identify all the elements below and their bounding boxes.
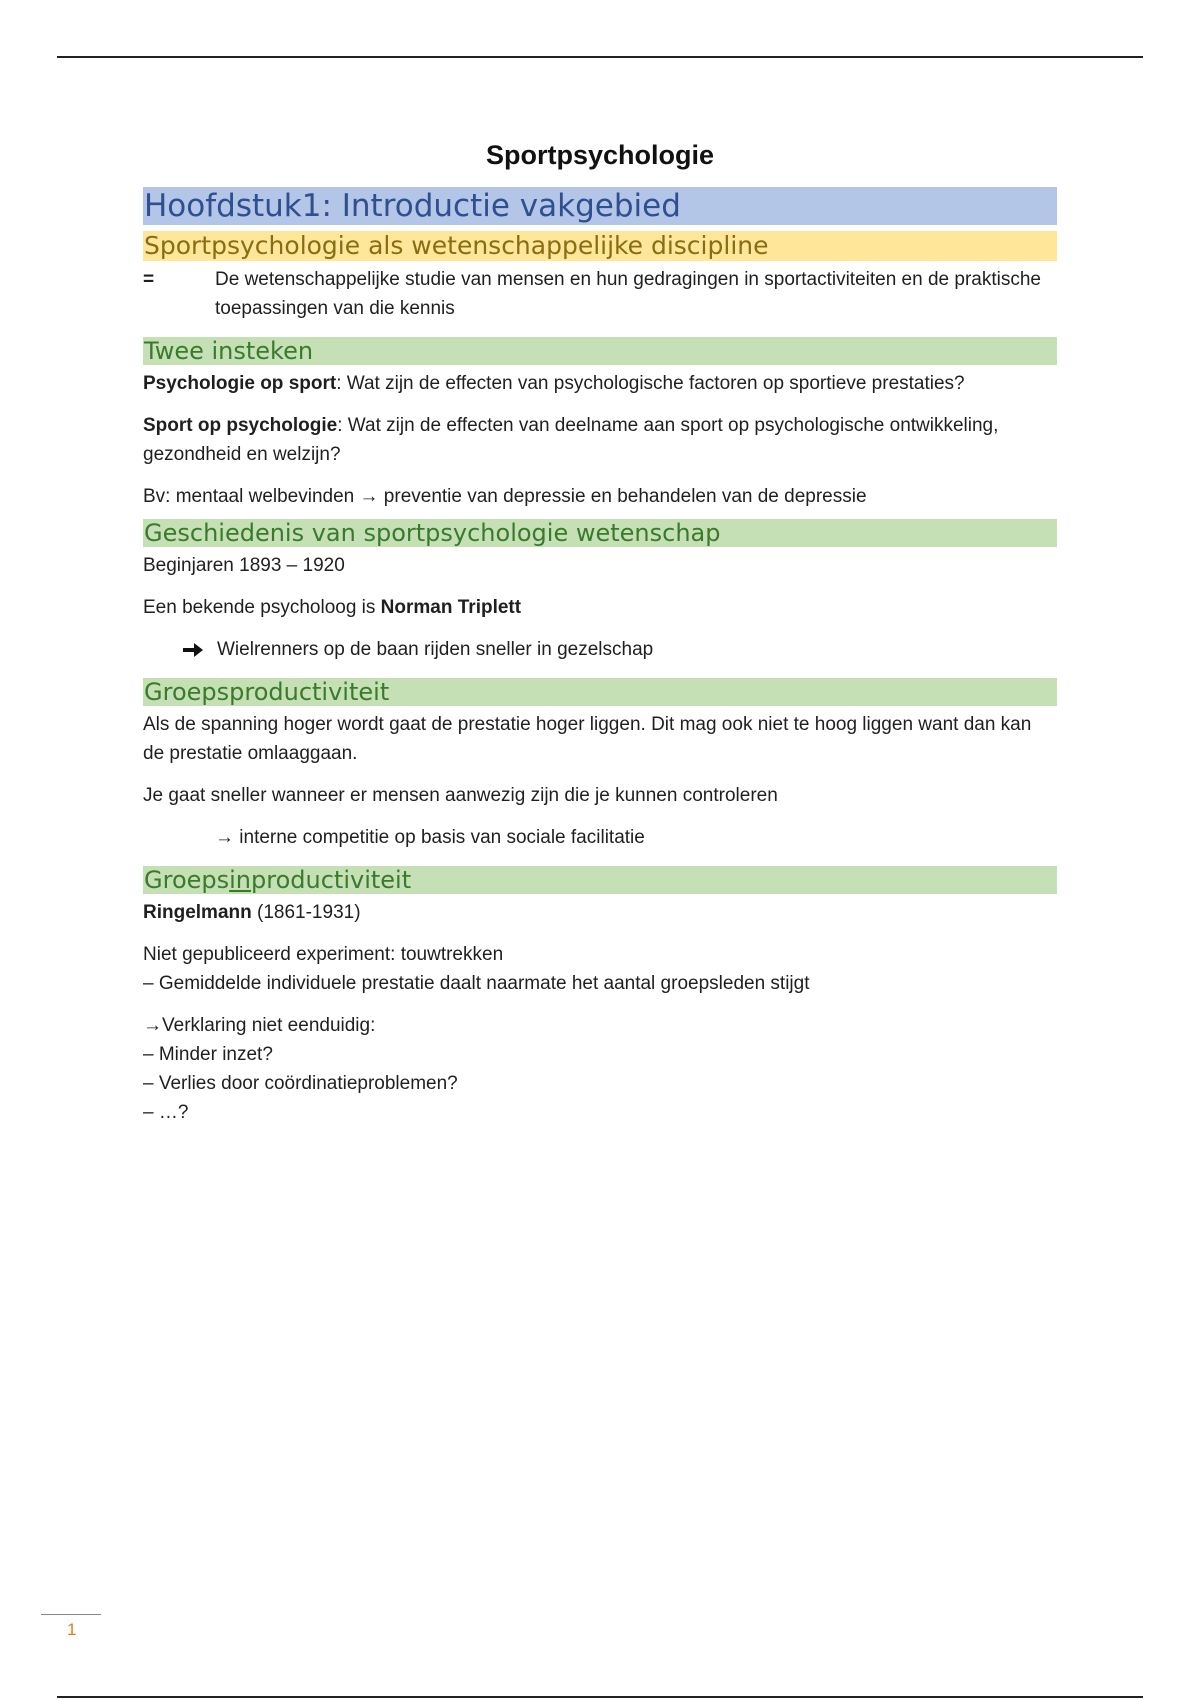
section-heading-groepsinproductiviteit bbox=[143, 866, 1057, 894]
page-number: 1 bbox=[67, 1620, 77, 1639]
paragraph-spanning: Als de spanning hoger wordt gaat de prestatie hoger liggen. Dit mag ook niet te hoog liggen want dan kan de prestatie omlaaggaan. bbox=[143, 714, 1032, 764]
heading-text: Groeps bbox=[144, 866, 230, 894]
term-sport-op-psychologie: Sport op psychologie bbox=[143, 415, 338, 436]
paragraph-psycholoog bbox=[143, 593, 1057, 622]
header-rule bbox=[57, 56, 1143, 58]
paragraph-text: (1861-1931) bbox=[251, 902, 361, 923]
section-heading-discipline: Sportpsychologie als wetenschappelijke discipline bbox=[143, 231, 1057, 261]
paragraph-ringelmann bbox=[143, 898, 1057, 927]
paragraph-interne-competitie: → interne competitie op basis van sociale facilitatie bbox=[215, 827, 645, 848]
paragraph-example bbox=[143, 482, 1057, 511]
section-heading-groepsproductiviteit: Groepsproductiviteit bbox=[143, 678, 1057, 706]
paragraph-text: : Wat zijn de effecten van psychologische factoren op sportieve prestaties? bbox=[336, 373, 965, 394]
definition-text: De wetenschappelijke studie van mensen en hun gedragingen in sportactiviteiten en de praktische toepassingen van die kennis bbox=[215, 269, 1041, 319]
line: Niet gepubliceerd experiment: touwtrekken bbox=[143, 944, 504, 965]
footer-bottom-rule bbox=[57, 1696, 1143, 1698]
bullet-item bbox=[143, 635, 1057, 664]
footer-rule bbox=[41, 1614, 101, 1615]
paragraph-sneller: Je gaat sneller wanneer er mensen aanwezig zijn die je kunnen controleren bbox=[143, 785, 778, 806]
paragraph-verklaring bbox=[143, 1011, 1057, 1127]
paragraph-text: Bv: mentaal welbevinden bbox=[143, 486, 360, 507]
line: – …? bbox=[143, 1102, 189, 1123]
paragraph-text: Een bekende psycholoog is bbox=[143, 597, 381, 618]
line: →Verklaring niet eenduidig: bbox=[143, 1015, 376, 1036]
section-heading-geschiedenis: Geschiedenis van sportpsychologie wetenschap bbox=[143, 519, 1057, 547]
paragraph-sport-op-psychologie bbox=[143, 411, 1057, 469]
paragraph-text: preventie van depressie en behandelen van de depressie bbox=[378, 486, 867, 507]
heading-text-underlined: in bbox=[229, 866, 252, 894]
term-psychologie-op-sport: Psychologie op sport bbox=[143, 373, 337, 394]
name-ringelmann: Ringelmann bbox=[143, 902, 252, 923]
document-body bbox=[143, 140, 1057, 1127]
paragraph-beginjaren: Beginjaren 1893 – 1920 bbox=[143, 555, 345, 576]
heading-text: productiviteit bbox=[251, 866, 412, 894]
bullet-text: Wielrenners op de baan rijden sneller in gezelschap bbox=[217, 639, 654, 660]
definition-symbol: = bbox=[143, 269, 155, 290]
paragraph-experiment bbox=[143, 940, 1057, 998]
name-norman-triplett: Norman Triplett bbox=[380, 597, 522, 618]
line: – Gemiddelde individuele prestatie daalt naarmate het aantal groepsleden stijgt bbox=[143, 973, 810, 994]
paragraph-text: : Wat zijn de effecten van deelname aan sport op psychologische ontwikkeling, gezondheid en welzijn? bbox=[143, 415, 999, 465]
chapter-heading: Hoofdstuk1: Introductie vakgebied bbox=[143, 187, 1057, 225]
arrow-icon: → bbox=[359, 486, 379, 507]
document-title: Sportpsychologie bbox=[485, 140, 715, 170]
line: – Minder inzet? bbox=[143, 1044, 273, 1065]
arrow-right-icon bbox=[181, 641, 205, 659]
definition-block bbox=[143, 265, 1057, 323]
paragraph-psychologie-op-sport bbox=[143, 369, 1057, 398]
section-heading-insteken: Twee insteken bbox=[143, 337, 1057, 365]
line: – Verlies door coördinatieproblemen? bbox=[143, 1073, 458, 1094]
